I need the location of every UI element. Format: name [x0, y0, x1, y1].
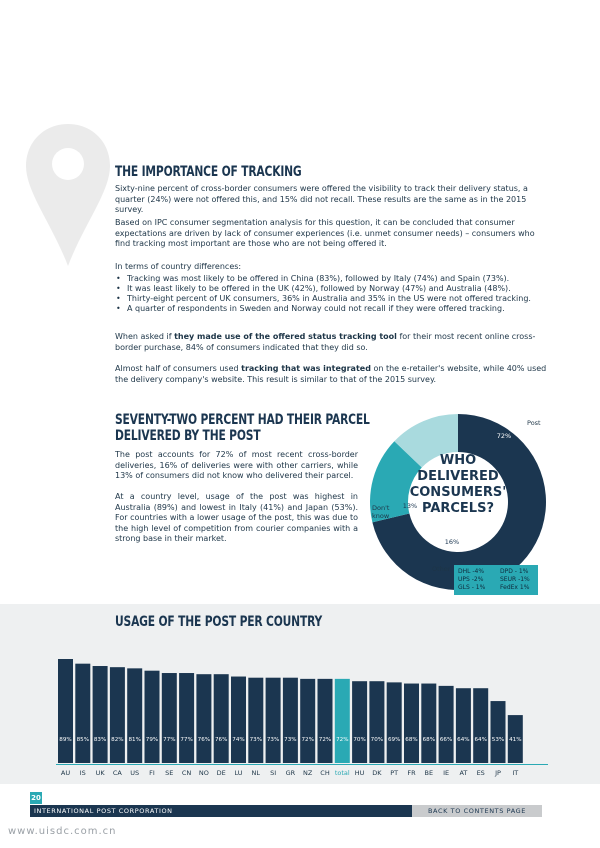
- donut-center-title-line: CONSUMERS': [409, 485, 507, 500]
- chart-title: USAGE OF THE POST PER COUNTRY: [115, 614, 323, 630]
- bar-value-label: 85%: [76, 737, 90, 743]
- category-tick-label: AU: [60, 769, 71, 777]
- bar-fi: [145, 671, 160, 763]
- donut-label-dont-know: Don't know: [372, 504, 390, 520]
- donut-label-post: Post: [527, 419, 541, 427]
- category-tick-label: HU: [354, 769, 365, 777]
- chart-baseline: [56, 764, 548, 765]
- category-tick-label: IE: [443, 769, 450, 777]
- tracking-paragraph-2: Based on IPC consumer segmentation analysis for this question, it can be concluded that consumer expectations are driven by lack of consumer experiences (i.e. unmet consumer needs) – consumers who find tracking most important are those who are not being offered it.: [115, 218, 535, 248]
- bar-value-label: 64%: [474, 737, 487, 743]
- bar-dk: [369, 681, 384, 763]
- bar-value-label: 77%: [163, 737, 176, 743]
- bar-au: [58, 659, 73, 763]
- category-tick-label: ES: [476, 769, 485, 777]
- bar-ca: [110, 667, 125, 763]
- bar-value-label: 72%: [336, 737, 349, 743]
- bar-es: [473, 688, 488, 763]
- category-tick-label: IS: [79, 769, 86, 777]
- bar-value-label: 70%: [370, 737, 384, 743]
- bar-value-label: 76%: [214, 737, 228, 743]
- category-tick-label: NL: [251, 769, 261, 777]
- other-carriers-legend: [454, 565, 538, 595]
- bar-no: [196, 674, 211, 763]
- section-title-post-delivery: SEVENTY-TWO PERCENT HAD THEIR PARCEL DELIVERED BY THE POST: [115, 412, 370, 444]
- legend-item: GLS - 1%: [458, 584, 486, 591]
- bar-gr: [283, 678, 298, 763]
- list-item: • It was least likely to be offered in the UK (42%), followed by Norway (47%) and Australia (48%).: [115, 284, 545, 294]
- section-title-tracking: THE IMPORTANCE OF TRACKING: [115, 164, 302, 180]
- bar-value-label: 69%: [387, 737, 401, 743]
- bar-jp: [491, 701, 506, 763]
- category-tick-label: CH: [320, 769, 330, 777]
- bar-total: [335, 679, 350, 763]
- bar-value-label: 53%: [491, 737, 505, 743]
- tracking-paragraph-4: When asked if they made use of the offered status tracking tool for their most recent online cross-border purchase, 84% of consumers indicated that they did so.: [115, 332, 536, 352]
- category-tick-label: DE: [216, 769, 226, 777]
- bar-value-label: 82%: [111, 737, 124, 743]
- emphasis-text: they made use of the offered status tracking tool: [174, 332, 397, 341]
- list-item: • Thirty-eight percent of UK consumers, 36% in Australia and 35% in the US were not offered tracking.: [115, 294, 545, 304]
- category-tick-label: SE: [165, 769, 174, 777]
- bar-value-label: 76%: [197, 737, 211, 743]
- bar-ch: [318, 679, 333, 763]
- bar-value-label: 74%: [232, 737, 245, 743]
- bar-value-label: 68%: [422, 737, 436, 743]
- category-tick-label: UK: [95, 769, 105, 777]
- category-tick-label: SI: [270, 769, 277, 777]
- category-tick-label: DK: [372, 769, 382, 777]
- donut-center-title-line: DELIVERED: [417, 469, 499, 484]
- bar-cn: [179, 673, 194, 763]
- bar-value-label: 64%: [457, 737, 470, 743]
- category-tick-label: JP: [495, 769, 501, 777]
- category-tick-label: FI: [149, 769, 155, 777]
- legend-item: UPS -2%: [458, 576, 484, 583]
- donut-center-title-line: WHO: [439, 453, 477, 468]
- legend-item: DHL -4%: [458, 568, 485, 575]
- bar-se: [162, 673, 177, 763]
- category-tick-label: LU: [234, 769, 243, 777]
- footer-organization: INTERNATIONAL POST CORPORATION: [30, 805, 414, 817]
- bar-value-label: 41%: [509, 737, 522, 743]
- back-to-contents-link[interactable]: BACK TO CONTENTS PAGE: [412, 805, 542, 817]
- bar-value-label: 81%: [128, 737, 141, 743]
- bar-hu: [352, 681, 367, 763]
- donut-value-dont-know: 13%: [402, 502, 418, 510]
- page-number: 20: [31, 794, 41, 802]
- bar-value-label: 73%: [266, 737, 280, 743]
- bar-de: [214, 674, 229, 763]
- bar-value-label: 68%: [405, 737, 418, 743]
- bar-value-label: 77%: [180, 737, 193, 743]
- bar-at: [456, 688, 471, 763]
- emphasis-text: tracking that was integrated: [241, 364, 371, 373]
- tracking-paragraph-1: Sixty-nine percent of cross-border consumers were offered the visibility to track their delivery status, a quarter (24%) were not offered this, and 15% did not recall. These results are the same as in the 2015 survey.: [115, 184, 528, 214]
- category-tick-label: total: [334, 769, 350, 777]
- bar-ie: [439, 686, 454, 763]
- bar-uk: [93, 666, 108, 763]
- post-delivery-paragraph-1: The post accounts for 72% of most recent cross-border deliveries, 16% of deliveries were with other carriers, while 13% of consumers did not know who delivered their parcel.: [115, 450, 358, 480]
- bar-be: [421, 684, 436, 763]
- bar-us: [127, 668, 142, 763]
- category-tick-label: NZ: [303, 769, 313, 777]
- category-tick-label: US: [130, 769, 140, 777]
- category-tick-label: CA: [112, 769, 122, 777]
- legend-item: DPD - 1%: [500, 568, 529, 575]
- country-differences-list: [115, 274, 545, 314]
- bar-is: [75, 664, 90, 763]
- bar-value-label: 79%: [145, 737, 159, 743]
- category-tick-label: NO: [198, 769, 209, 777]
- bar-si: [266, 678, 281, 763]
- donut-value-post: 72%: [496, 432, 512, 440]
- bar-value-label: 66%: [439, 737, 453, 743]
- category-tick-label: PT: [390, 769, 399, 777]
- legend-item: FedEx 1%: [500, 584, 530, 591]
- category-tick-label: IT: [512, 769, 519, 777]
- category-tick-label: AT: [459, 769, 468, 777]
- bar-value-label: 89%: [59, 737, 72, 743]
- bar-value-label: 72%: [301, 737, 314, 743]
- category-tick-label: GR: [285, 769, 296, 777]
- tracking-paragraph-3: In terms of country differences:: [115, 262, 242, 271]
- bar-value-label: 72%: [318, 737, 332, 743]
- category-tick-label: BE: [424, 769, 434, 777]
- tracking-paragraph-5: Almost half of consumers used tracking that was integrated on the e-retailer's website, while 40% used the delivery company's website. This result is similar to that of the 2015 survey.: [115, 364, 547, 384]
- legend-item: SEUR -1%: [500, 576, 530, 583]
- bar-value-label: 70%: [353, 737, 366, 743]
- bar-pt: [387, 682, 402, 763]
- list-item: • Tracking was most likely to be offered in China (83%), followed by Italy (74%) and Spain (73%).: [115, 274, 545, 284]
- donut-center-title-line: PARCELS?: [421, 501, 495, 516]
- bar-fr: [404, 684, 419, 763]
- category-tick-label: CN: [181, 769, 192, 777]
- post-usage-bar-chart: [0, 640, 600, 790]
- post-delivery-paragraph-2: At a country level, usage of the post was highest in Australia (89%) and lowest in Italy (41%) and Japan (53%). For countries with a lower usage of the post, this was due to the high level of competition from courier companies with a strong base in their market.: [115, 492, 358, 543]
- location-pin-icon: [22, 120, 114, 270]
- donut-label-other: Other: [432, 565, 451, 573]
- watermark-text: www.uisdc.com.cn: [8, 826, 117, 837]
- bar-value-label: 83%: [93, 737, 107, 743]
- bar-nl: [248, 678, 263, 763]
- bar-nz: [300, 679, 315, 763]
- list-item: • A quarter of respondents in Sweden and Norway could not recall if they were offered tracking.: [115, 304, 545, 314]
- bar-value-label: 73%: [284, 737, 297, 743]
- bar-lu: [231, 677, 246, 763]
- category-tick-label: FR: [407, 769, 416, 777]
- bar-value-label: 73%: [249, 737, 263, 743]
- donut-value-other: 16%: [444, 538, 460, 546]
